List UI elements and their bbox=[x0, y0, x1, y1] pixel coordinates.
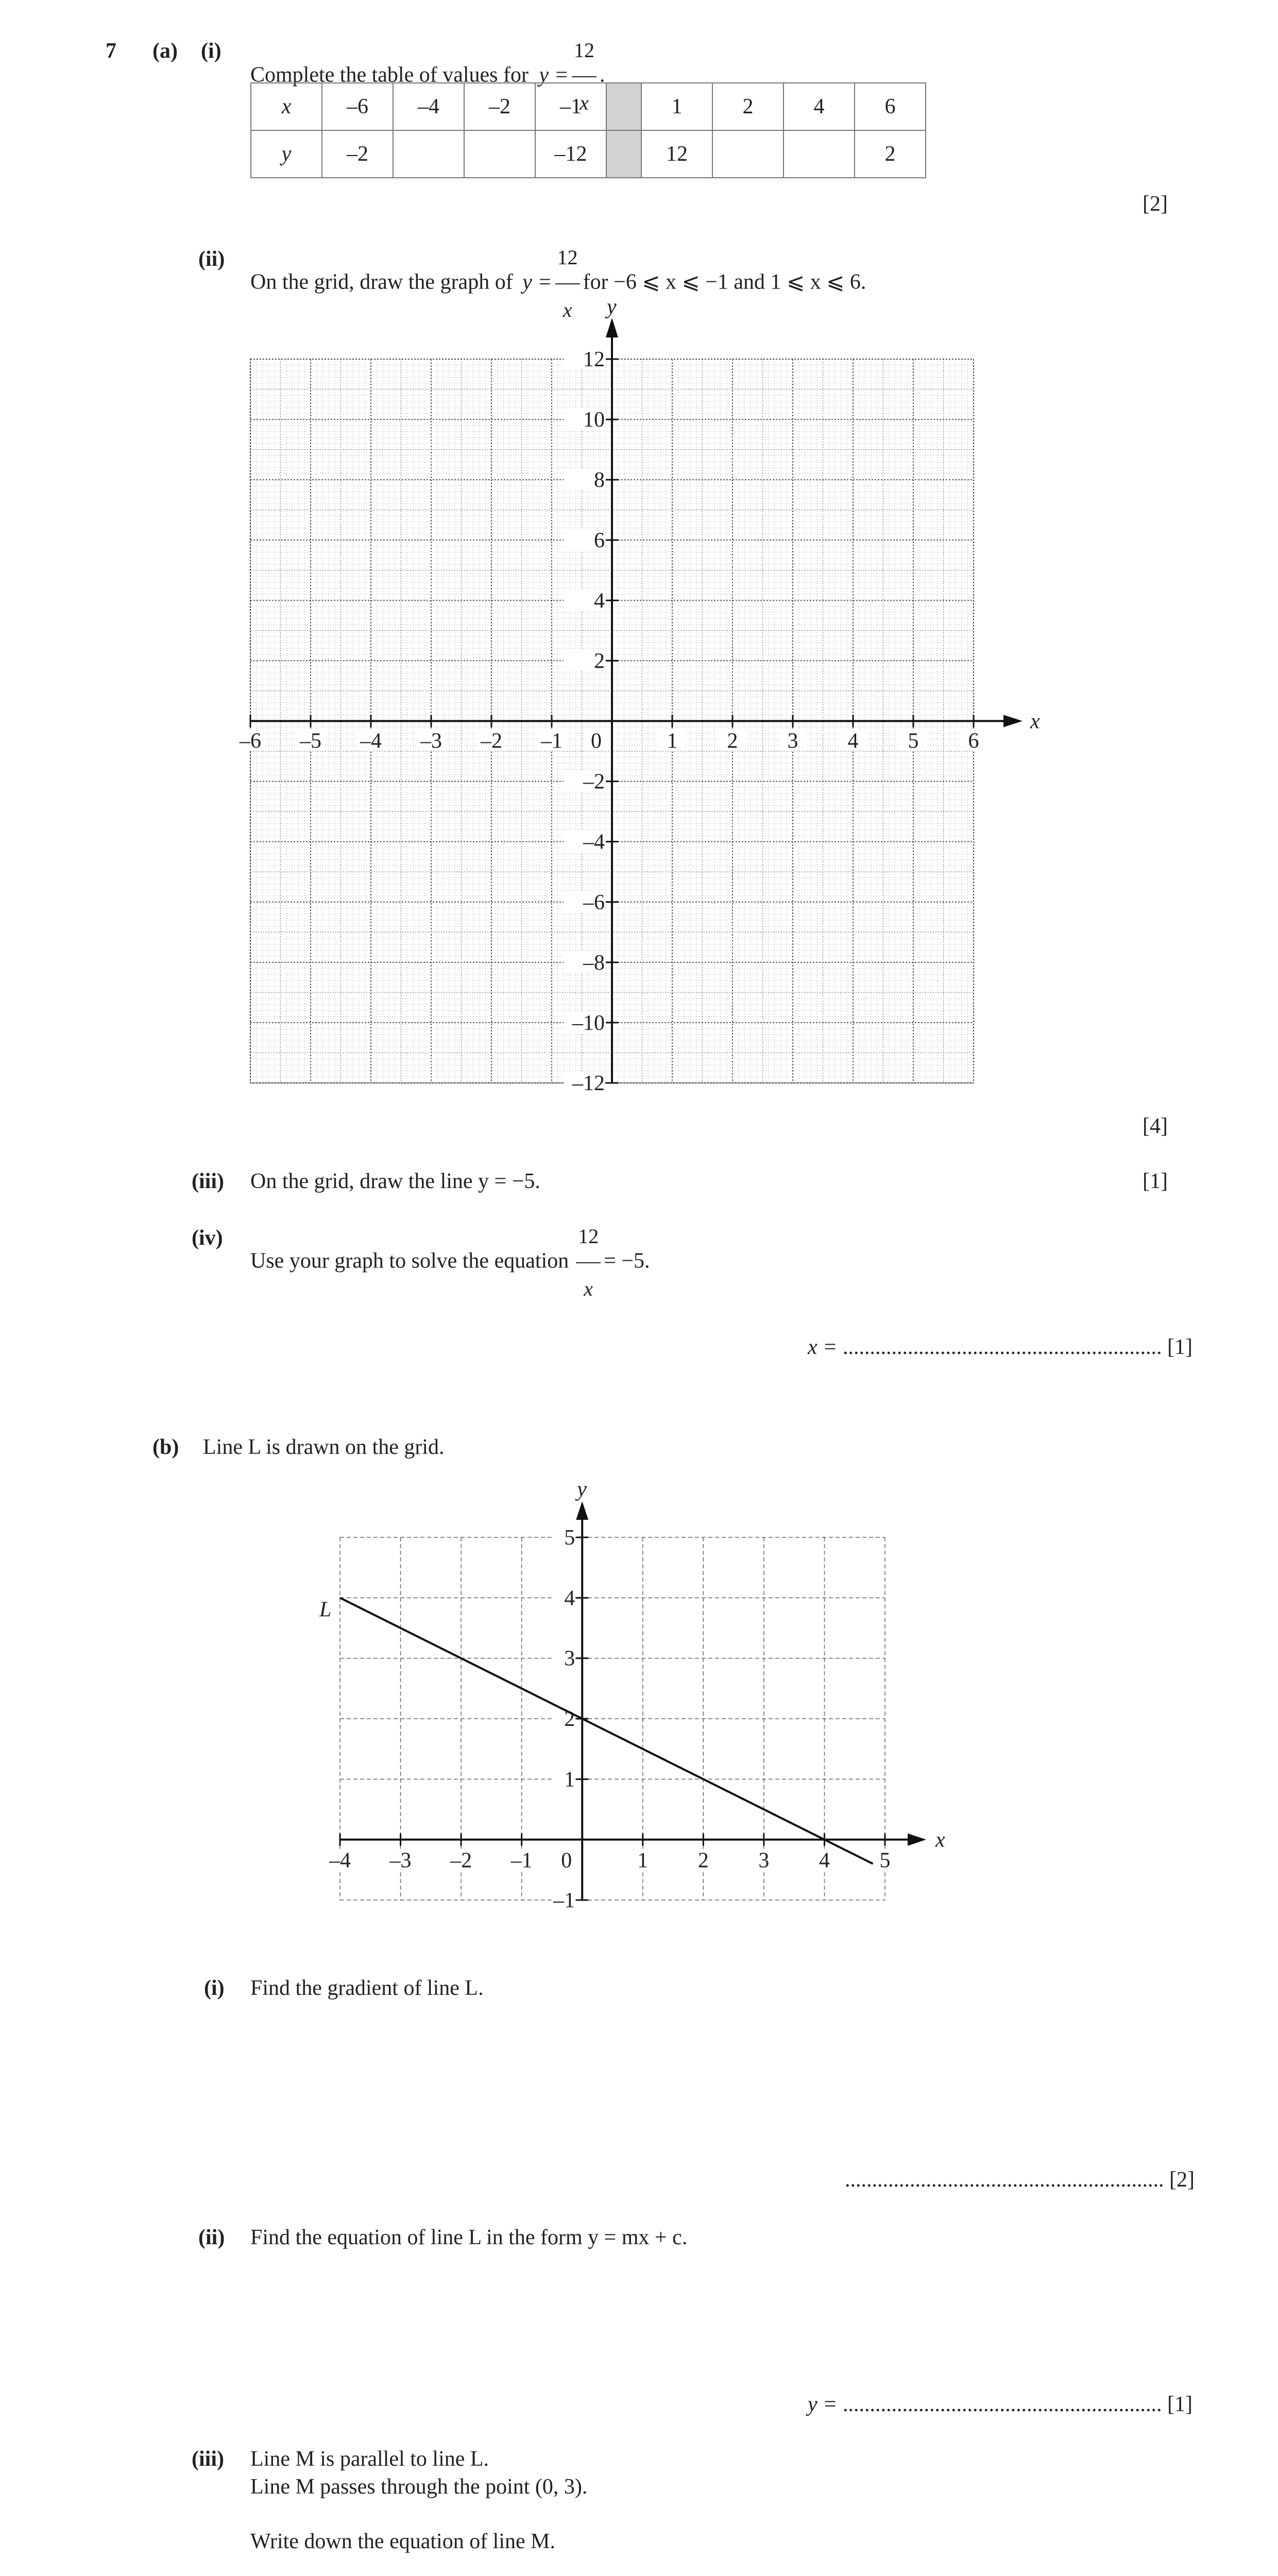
x-tick-label: 2 bbox=[727, 729, 738, 753]
y-axis-label: y bbox=[577, 1478, 587, 1501]
y-tick-label: 6 bbox=[594, 529, 605, 553]
x-axis-arrow-icon bbox=[908, 1834, 926, 1846]
origin-label: 0 bbox=[561, 1849, 572, 1873]
line-L-label: L bbox=[319, 1598, 332, 1622]
y-tick-label: 12 bbox=[583, 348, 605, 371]
y-tick-label: –10 bbox=[572, 1011, 605, 1035]
fraction-12-over-x: $\frac{12}{x}$ bbox=[572, 26, 597, 128]
x-tick-label: –2 bbox=[450, 1849, 472, 1873]
table-cell: –4 bbox=[393, 83, 464, 130]
y-tick-label: 5 bbox=[564, 1526, 575, 1550]
table-cell: –2 bbox=[464, 83, 535, 130]
marks-a-i: [2] bbox=[1143, 192, 1168, 216]
x-tick-label: –3 bbox=[420, 729, 442, 753]
origin-label: 0 bbox=[591, 729, 602, 753]
y-tick-label: –8 bbox=[583, 951, 605, 975]
part-b-iii-line1: Line M is parallel to line L. bbox=[250, 2447, 489, 2471]
x-tick-label: 1 bbox=[637, 1849, 649, 1873]
x-tick-label: –4 bbox=[329, 1849, 351, 1873]
part-a-i-label: (i) bbox=[201, 39, 221, 63]
answer-line-b-i[interactable]: ........................................................... [2] bbox=[845, 2168, 1195, 2192]
x-tick-label: –1 bbox=[510, 1849, 533, 1873]
table-cell: 12 bbox=[641, 130, 712, 178]
x-tick-label: 1 bbox=[667, 729, 678, 753]
part-a-ii-instruction: On the grid, draw the graph of y = $\frac{12}{x}$ for −6 ⩽ x ⩽ −1 and 1 ⩽ x ⩽ 6. bbox=[250, 233, 866, 335]
marks-a-iii: [1] bbox=[1143, 1170, 1168, 1193]
table-cell: –6 bbox=[322, 83, 393, 130]
y-tick-label: 8 bbox=[594, 468, 605, 493]
x-tick-label: 3 bbox=[758, 1849, 770, 1873]
y-tick-label: –12 bbox=[572, 1072, 605, 1095]
part-a-iii-label: (iii) bbox=[192, 1170, 224, 1193]
y-tick-label: –1 bbox=[553, 1889, 575, 1912]
part-b-i-instruction: Find the gradient of line L. bbox=[250, 1976, 484, 2000]
y-tick-label: –4 bbox=[583, 830, 605, 854]
fraction-12-over-x: $\frac{12}{x}$ bbox=[555, 233, 580, 335]
x-tick-label: –3 bbox=[389, 1849, 412, 1873]
table-y-header: y bbox=[251, 130, 322, 178]
table-cell: 4 bbox=[783, 83, 855, 130]
x-tick-label: –2 bbox=[481, 729, 502, 753]
part-a-iii-instruction: On the grid, draw the line y = −5. bbox=[250, 1170, 540, 1193]
x-axis-label: x bbox=[935, 1828, 945, 1852]
y-axis-arrow-icon bbox=[576, 1501, 588, 1520]
x-tick-label: 2 bbox=[697, 1849, 709, 1873]
x-tick-label: 6 bbox=[968, 729, 979, 753]
table-cell: 2 bbox=[855, 130, 926, 178]
x-tick-label: –5 bbox=[300, 729, 321, 753]
fraction-12-over-x: $\frac{12}{x}$ bbox=[576, 1212, 601, 1314]
answer-line-a-iv[interactable]: x = ........................................................... [1] bbox=[808, 1335, 1192, 1359]
part-b-i-label: (i) bbox=[204, 1976, 225, 2000]
line-L bbox=[340, 1598, 873, 1863]
y-tick-label: –6 bbox=[583, 890, 605, 914]
y-tick-label: 1 bbox=[564, 1768, 575, 1792]
x-tick-label: 3 bbox=[787, 729, 798, 753]
part-a-label: (a) bbox=[152, 39, 178, 63]
part-b-ii-instruction: Find the equation of line L in the form y = mx + c. bbox=[250, 2226, 688, 2249]
x-tick-label: 5 bbox=[908, 729, 919, 753]
y-tick-label: 3 bbox=[564, 1647, 575, 1671]
part-b-instruction: Line L is drawn on the grid. bbox=[203, 1435, 445, 1459]
answer-line-b-ii[interactable]: y = ........................................................... [1] bbox=[808, 2393, 1192, 2416]
x-tick-label: 4 bbox=[847, 729, 859, 753]
part-b-iii-line2: Line M passes through the point (0, 3). bbox=[250, 2475, 588, 2499]
table-cell: –1 bbox=[535, 83, 606, 130]
y-tick-label: 10 bbox=[583, 408, 605, 432]
x-tick-label: –6 bbox=[240, 729, 261, 753]
table-x-header: x bbox=[251, 83, 322, 130]
table-cell: 1 bbox=[641, 83, 712, 130]
part-a-iv-instruction: Use your graph to solve the equation $\frac{12}{x}$ = −5. bbox=[250, 1212, 650, 1314]
table-cell: 6 bbox=[855, 83, 926, 130]
question-number: 7 bbox=[106, 39, 116, 63]
y-tick-label: –2 bbox=[583, 770, 605, 794]
part-a-i-instruction: Complete the table of values for y = $\frac{12}{x}$ . bbox=[250, 26, 605, 128]
part-b-label: (b) bbox=[152, 1435, 179, 1459]
x-tick-label: –1 bbox=[541, 729, 563, 753]
part-b-iii-label: (iii) bbox=[192, 2447, 224, 2471]
marks-a-ii: [4] bbox=[1143, 1114, 1168, 1138]
part-b-iii-line3: Write down the equation of line M. bbox=[250, 2530, 555, 2553]
table-cell: –2 bbox=[322, 130, 393, 178]
part-a-ii-label: (ii) bbox=[198, 247, 225, 271]
x-tick-label: 5 bbox=[879, 1849, 891, 1873]
x-tick-label: –4 bbox=[360, 729, 382, 753]
y-axis-label: y bbox=[607, 295, 617, 319]
x-axis-label: x bbox=[1030, 709, 1040, 734]
part-b-ii-label: (ii) bbox=[198, 2226, 225, 2249]
y-tick-label: 4 bbox=[594, 589, 605, 613]
y-tick-label: 2 bbox=[564, 1707, 575, 1731]
part-a-iv-label: (iv) bbox=[192, 1226, 223, 1250]
y-tick-label: 2 bbox=[594, 649, 605, 673]
y-tick-label: 4 bbox=[564, 1586, 575, 1611]
x-tick-label: 4 bbox=[819, 1849, 830, 1873]
table-cell: 2 bbox=[712, 83, 783, 130]
table-cell: –12 bbox=[535, 130, 606, 178]
